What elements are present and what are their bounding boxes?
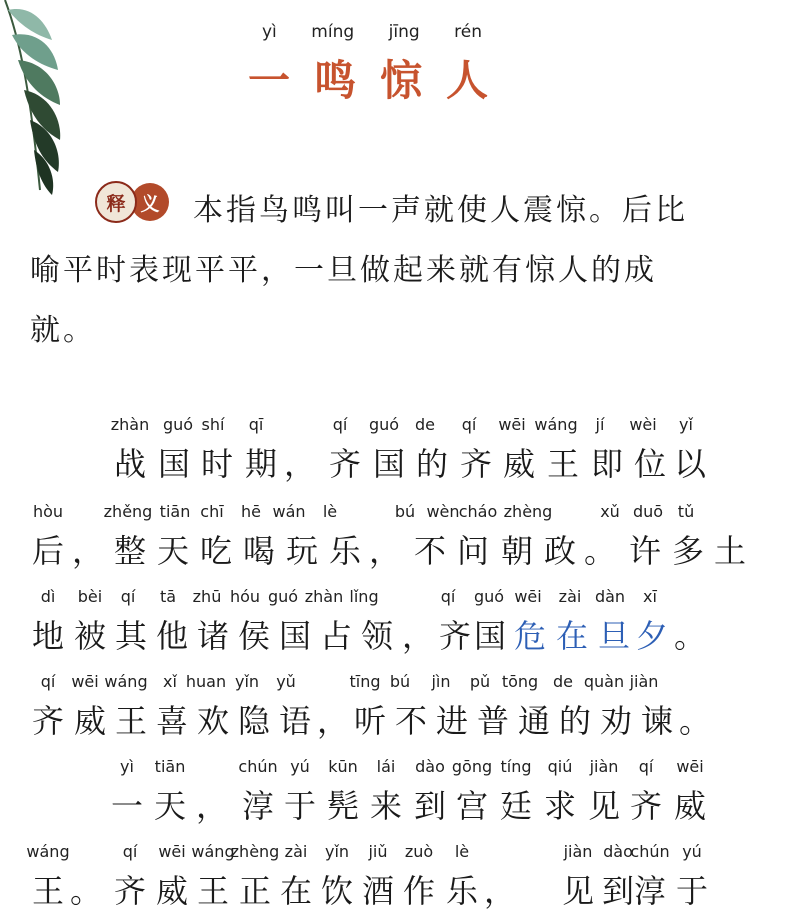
pinyin-syllable: yǐn <box>324 842 350 861</box>
pinyin-syllable: zài <box>558 587 582 606</box>
pinyin-syllable: zhàn <box>110 415 150 434</box>
pinyin-syllable: zhèng <box>503 502 553 521</box>
hanzi-char: 威 <box>502 445 536 483</box>
hanzi-char: 国 <box>157 445 191 483</box>
pinyin-syllable: qiú <box>547 757 573 776</box>
hanzi-char: 于 <box>675 872 709 910</box>
title-char: 惊 <box>379 56 422 105</box>
pinyin-syllable: wèn <box>426 502 460 521</box>
pinyin-syllable: huan <box>185 672 227 691</box>
pinyin-syllable: cháo <box>458 502 498 521</box>
hanzi-char: 朝 <box>500 532 534 570</box>
hanzi-char: 进 <box>435 702 469 740</box>
hanzi-char: 到 <box>601 872 635 910</box>
hanzi-char: 占 <box>319 617 353 655</box>
pinyin-syllable: qí <box>440 587 456 606</box>
pinyin-syllable: dào <box>603 842 633 861</box>
hanzi-char: 乐 <box>328 532 362 570</box>
hanzi-char: 政 <box>543 532 577 570</box>
hanzi-char: 齐 <box>328 445 362 483</box>
pinyin-syllable: kūn <box>328 757 358 776</box>
title-pinyin <box>262 22 482 42</box>
hanzi-char: 问 <box>456 532 490 570</box>
pinyin-syllable: bú <box>389 672 411 691</box>
pinyin-syllable: dì <box>40 587 56 606</box>
pinyin-syllable: lè <box>454 842 470 861</box>
hanzi-char: 乐 <box>445 872 479 910</box>
pinyin-syllable: yǐn <box>234 672 260 691</box>
hanzi-char: 到 <box>413 787 447 825</box>
hanzi-char: 位 <box>633 445 667 483</box>
pinyin-syllable: bèi <box>77 587 103 606</box>
definition-line: 本指鸟鸣叫一声就使人震惊。后比 <box>193 193 688 228</box>
pinyin-syllable: tīng <box>349 672 381 691</box>
hanzi-char: 威 <box>73 702 107 740</box>
pinyin-syllable: wáng <box>26 842 70 861</box>
highlighted-idiom-char: 旦 <box>597 617 631 655</box>
title-pinyin-syllable: jīng <box>388 22 420 42</box>
hanzi-char: 王 <box>31 872 65 910</box>
pinyin-syllable: yǐ <box>679 415 693 434</box>
hanzi-char: 淳 <box>633 872 667 910</box>
title-char: 人 <box>445 56 488 105</box>
badge-char: 释 <box>95 181 137 223</box>
hanzi-char: ， <box>283 445 317 483</box>
pinyin-syllable: wēi <box>514 587 542 606</box>
hanzi-char: 被 <box>73 617 107 655</box>
title-pinyin-syllable: yì <box>262 22 277 42</box>
title-pinyin-syllable: rén <box>454 22 482 42</box>
hanzi-char: 国 <box>278 617 312 655</box>
badge-char: 义 <box>131 183 169 221</box>
hanzi-char: 见 <box>587 787 621 825</box>
hanzi-char: ， <box>368 532 402 570</box>
pinyin-syllable: pǔ <box>469 672 491 691</box>
hanzi-char: 领 <box>360 617 394 655</box>
pinyin-syllable: guó <box>162 415 194 434</box>
pinyin-syllable: hóu <box>229 587 261 606</box>
pinyin-syllable: wèi <box>629 415 657 434</box>
hanzi-char: 劝 <box>599 702 633 740</box>
pinyin-syllable: jiàn <box>589 757 619 776</box>
hanzi-char: 。 <box>678 702 712 740</box>
title-pinyin-syllable: míng <box>311 22 355 42</box>
hanzi-char: 的 <box>415 445 449 483</box>
hanzi-char: 整 <box>113 532 147 570</box>
pinyin-syllable: duō <box>632 502 664 521</box>
pinyin-syllable: zài <box>284 842 308 861</box>
hanzi-char: 的 <box>558 702 592 740</box>
hanzi-char: 不 <box>394 702 428 740</box>
title-char: 鸣 <box>313 56 356 105</box>
hanzi-char: 髡 <box>326 787 360 825</box>
hanzi-char: 宫 <box>455 787 489 825</box>
hanzi-char: 威 <box>155 872 189 910</box>
hanzi-char: 通 <box>517 702 551 740</box>
highlighted-idiom-char: 危 <box>513 617 547 655</box>
hanzi-char: 即 <box>590 445 624 483</box>
hanzi-char: 于 <box>283 787 317 825</box>
definition-badge <box>95 182 173 222</box>
hanzi-char: 。 <box>69 872 103 910</box>
pinyin-syllable: qí <box>332 415 348 434</box>
definition-line: 就。 <box>30 313 96 348</box>
pinyin-syllable: guó <box>267 587 299 606</box>
hanzi-char: 国 <box>473 617 507 655</box>
hanzi-char: 不 <box>413 532 447 570</box>
pinyin-syllable: jiǔ <box>368 842 388 861</box>
pinyin-syllable: wáng <box>534 415 578 434</box>
hanzi-char: 齐 <box>113 872 147 910</box>
hanzi-char: 诸 <box>196 617 230 655</box>
hanzi-char: 欢 <box>196 702 230 740</box>
pinyin-syllable: qí <box>638 757 654 776</box>
hanzi-char: 王 <box>546 445 580 483</box>
hanzi-char: 求 <box>543 787 577 825</box>
hanzi-char: 普 <box>476 702 510 740</box>
pinyin-syllable: tǔ <box>677 502 695 521</box>
pinyin-syllable: tōng <box>501 672 539 691</box>
hanzi-char: 来 <box>369 787 403 825</box>
pinyin-syllable: jiàn <box>629 672 659 691</box>
hanzi-char: 语 <box>278 702 312 740</box>
pinyin-syllable: chī <box>200 502 224 521</box>
pinyin-syllable: guó <box>368 415 400 434</box>
hanzi-char: 王 <box>196 872 230 910</box>
pinyin-syllable: tiān <box>154 757 186 776</box>
pinyin-syllable: shí <box>201 415 225 434</box>
pinyin-syllable: jí <box>595 415 605 434</box>
hanzi-char: ， <box>195 787 229 825</box>
pinyin-syllable: bú <box>394 502 416 521</box>
pinyin-syllable: yì <box>120 757 134 776</box>
hanzi-char: 多 <box>671 532 705 570</box>
pinyin-syllable: hòu <box>32 502 64 521</box>
pinyin-syllable: wēi <box>676 757 704 776</box>
hanzi-char: 后 <box>31 532 65 570</box>
pinyin-syllable: xǐ <box>163 672 177 691</box>
definition-line: 喻平时表现平平，一旦做起来就有惊人的成 <box>30 253 657 288</box>
hanzi-char: 作 <box>402 872 436 910</box>
pinyin-syllable: wáng <box>104 672 148 691</box>
pinyin-syllable: tíng <box>500 757 532 776</box>
pinyin-syllable: tā <box>159 587 177 606</box>
hanzi-char: 喜 <box>155 702 189 740</box>
pinyin-syllable: wēi <box>498 415 526 434</box>
highlighted-idiom-char: 在 <box>555 617 589 655</box>
pinyin-syllable: lǐng <box>349 587 379 606</box>
hanzi-char: 听 <box>353 702 387 740</box>
hanzi-char: 期 <box>244 445 278 483</box>
pinyin-syllable: guó <box>473 587 505 606</box>
highlighted-idiom-char: 夕 <box>635 617 669 655</box>
pinyin-syllable: quàn <box>583 672 625 691</box>
hanzi-char: 。 <box>583 532 617 570</box>
pinyin-syllable: gōng <box>451 757 493 776</box>
pinyin-syllable: yú <box>290 757 310 776</box>
hanzi-char: 饮 <box>320 872 354 910</box>
pinyin-syllable: qí <box>40 672 56 691</box>
hanzi-char: 威 <box>673 787 707 825</box>
hanzi-char: 在 <box>279 872 313 910</box>
pinyin-syllable: lè <box>322 502 338 521</box>
hanzi-char: 地 <box>31 617 65 655</box>
hanzi-char: ， <box>483 872 517 910</box>
hanzi-char: 天 <box>156 532 190 570</box>
hanzi-char: 侯 <box>237 617 271 655</box>
hanzi-char: 战 <box>113 445 147 483</box>
pinyin-syllable: zhàn <box>304 587 344 606</box>
page-title <box>248 48 488 108</box>
hanzi-char: 廷 <box>499 787 533 825</box>
hanzi-char: 齐 <box>459 445 493 483</box>
pinyin-syllable: wán <box>272 502 306 521</box>
pinyin-syllable: chún <box>238 757 278 776</box>
pinyin-syllable: qí <box>461 415 477 434</box>
pinyin-syllable: yǔ <box>276 672 296 691</box>
hanzi-char: 隐 <box>237 702 271 740</box>
hanzi-char: 许 <box>628 532 662 570</box>
hanzi-char: 喝 <box>242 532 276 570</box>
hanzi-char: 齐 <box>629 787 663 825</box>
hanzi-char: 以 <box>673 445 707 483</box>
hanzi-char: 玩 <box>285 532 319 570</box>
hanzi-char: 酒 <box>361 872 395 910</box>
bamboo-leaves-decoration <box>0 0 90 200</box>
hanzi-char: 正 <box>238 872 272 910</box>
hanzi-char: 时 <box>200 445 234 483</box>
pinyin-syllable: zuò <box>404 842 434 861</box>
pinyin-syllable: yú <box>682 842 702 861</box>
hanzi-char: 见 <box>561 872 595 910</box>
pinyin-syllable: dàn <box>594 587 626 606</box>
hanzi-char: 齐 <box>438 617 472 655</box>
pinyin-syllable: de <box>553 672 573 691</box>
hanzi-char: 其 <box>114 617 148 655</box>
pinyin-syllable: zhū <box>192 587 222 606</box>
pinyin-syllable: lái <box>376 757 396 776</box>
hanzi-char: 齐 <box>31 702 65 740</box>
pinyin-syllable: de <box>415 415 435 434</box>
hanzi-char: 谏 <box>640 702 674 740</box>
hanzi-char: 淳 <box>241 787 275 825</box>
hanzi-char: 一 <box>110 787 144 825</box>
pinyin-syllable: xī <box>643 587 657 606</box>
pinyin-syllable: xǔ <box>600 502 620 521</box>
hanzi-char: ， <box>71 532 105 570</box>
pinyin-syllable: chún <box>630 842 670 861</box>
pinyin-syllable: qí <box>122 842 138 861</box>
pinyin-syllable: qī <box>248 415 264 434</box>
pinyin-syllable: wáng <box>191 842 235 861</box>
hanzi-char: 天 <box>153 787 187 825</box>
pinyin-syllable: hē <box>241 502 261 521</box>
pinyin-syllable: tiān <box>159 502 191 521</box>
pinyin-syllable: jìn <box>431 672 451 691</box>
pinyin-syllable: wēi <box>158 842 186 861</box>
pinyin-syllable: qí <box>120 587 136 606</box>
pinyin-syllable: zhèng <box>230 842 280 861</box>
title-char: 一 <box>248 56 291 105</box>
hanzi-char: ， <box>316 702 350 740</box>
hanzi-char: 王 <box>114 702 148 740</box>
hanzi-char: 吃 <box>199 532 233 570</box>
hanzi-char: 国 <box>372 445 406 483</box>
hanzi-char: 他 <box>155 617 189 655</box>
pinyin-syllable: zhěng <box>103 502 153 521</box>
pinyin-syllable: dào <box>415 757 445 776</box>
pinyin-syllable: jiàn <box>563 842 593 861</box>
hanzi-char: 。 <box>673 617 707 655</box>
hanzi-char: 土 <box>713 532 747 570</box>
pinyin-syllable: wēi <box>71 672 99 691</box>
hanzi-char: ， <box>401 617 435 655</box>
